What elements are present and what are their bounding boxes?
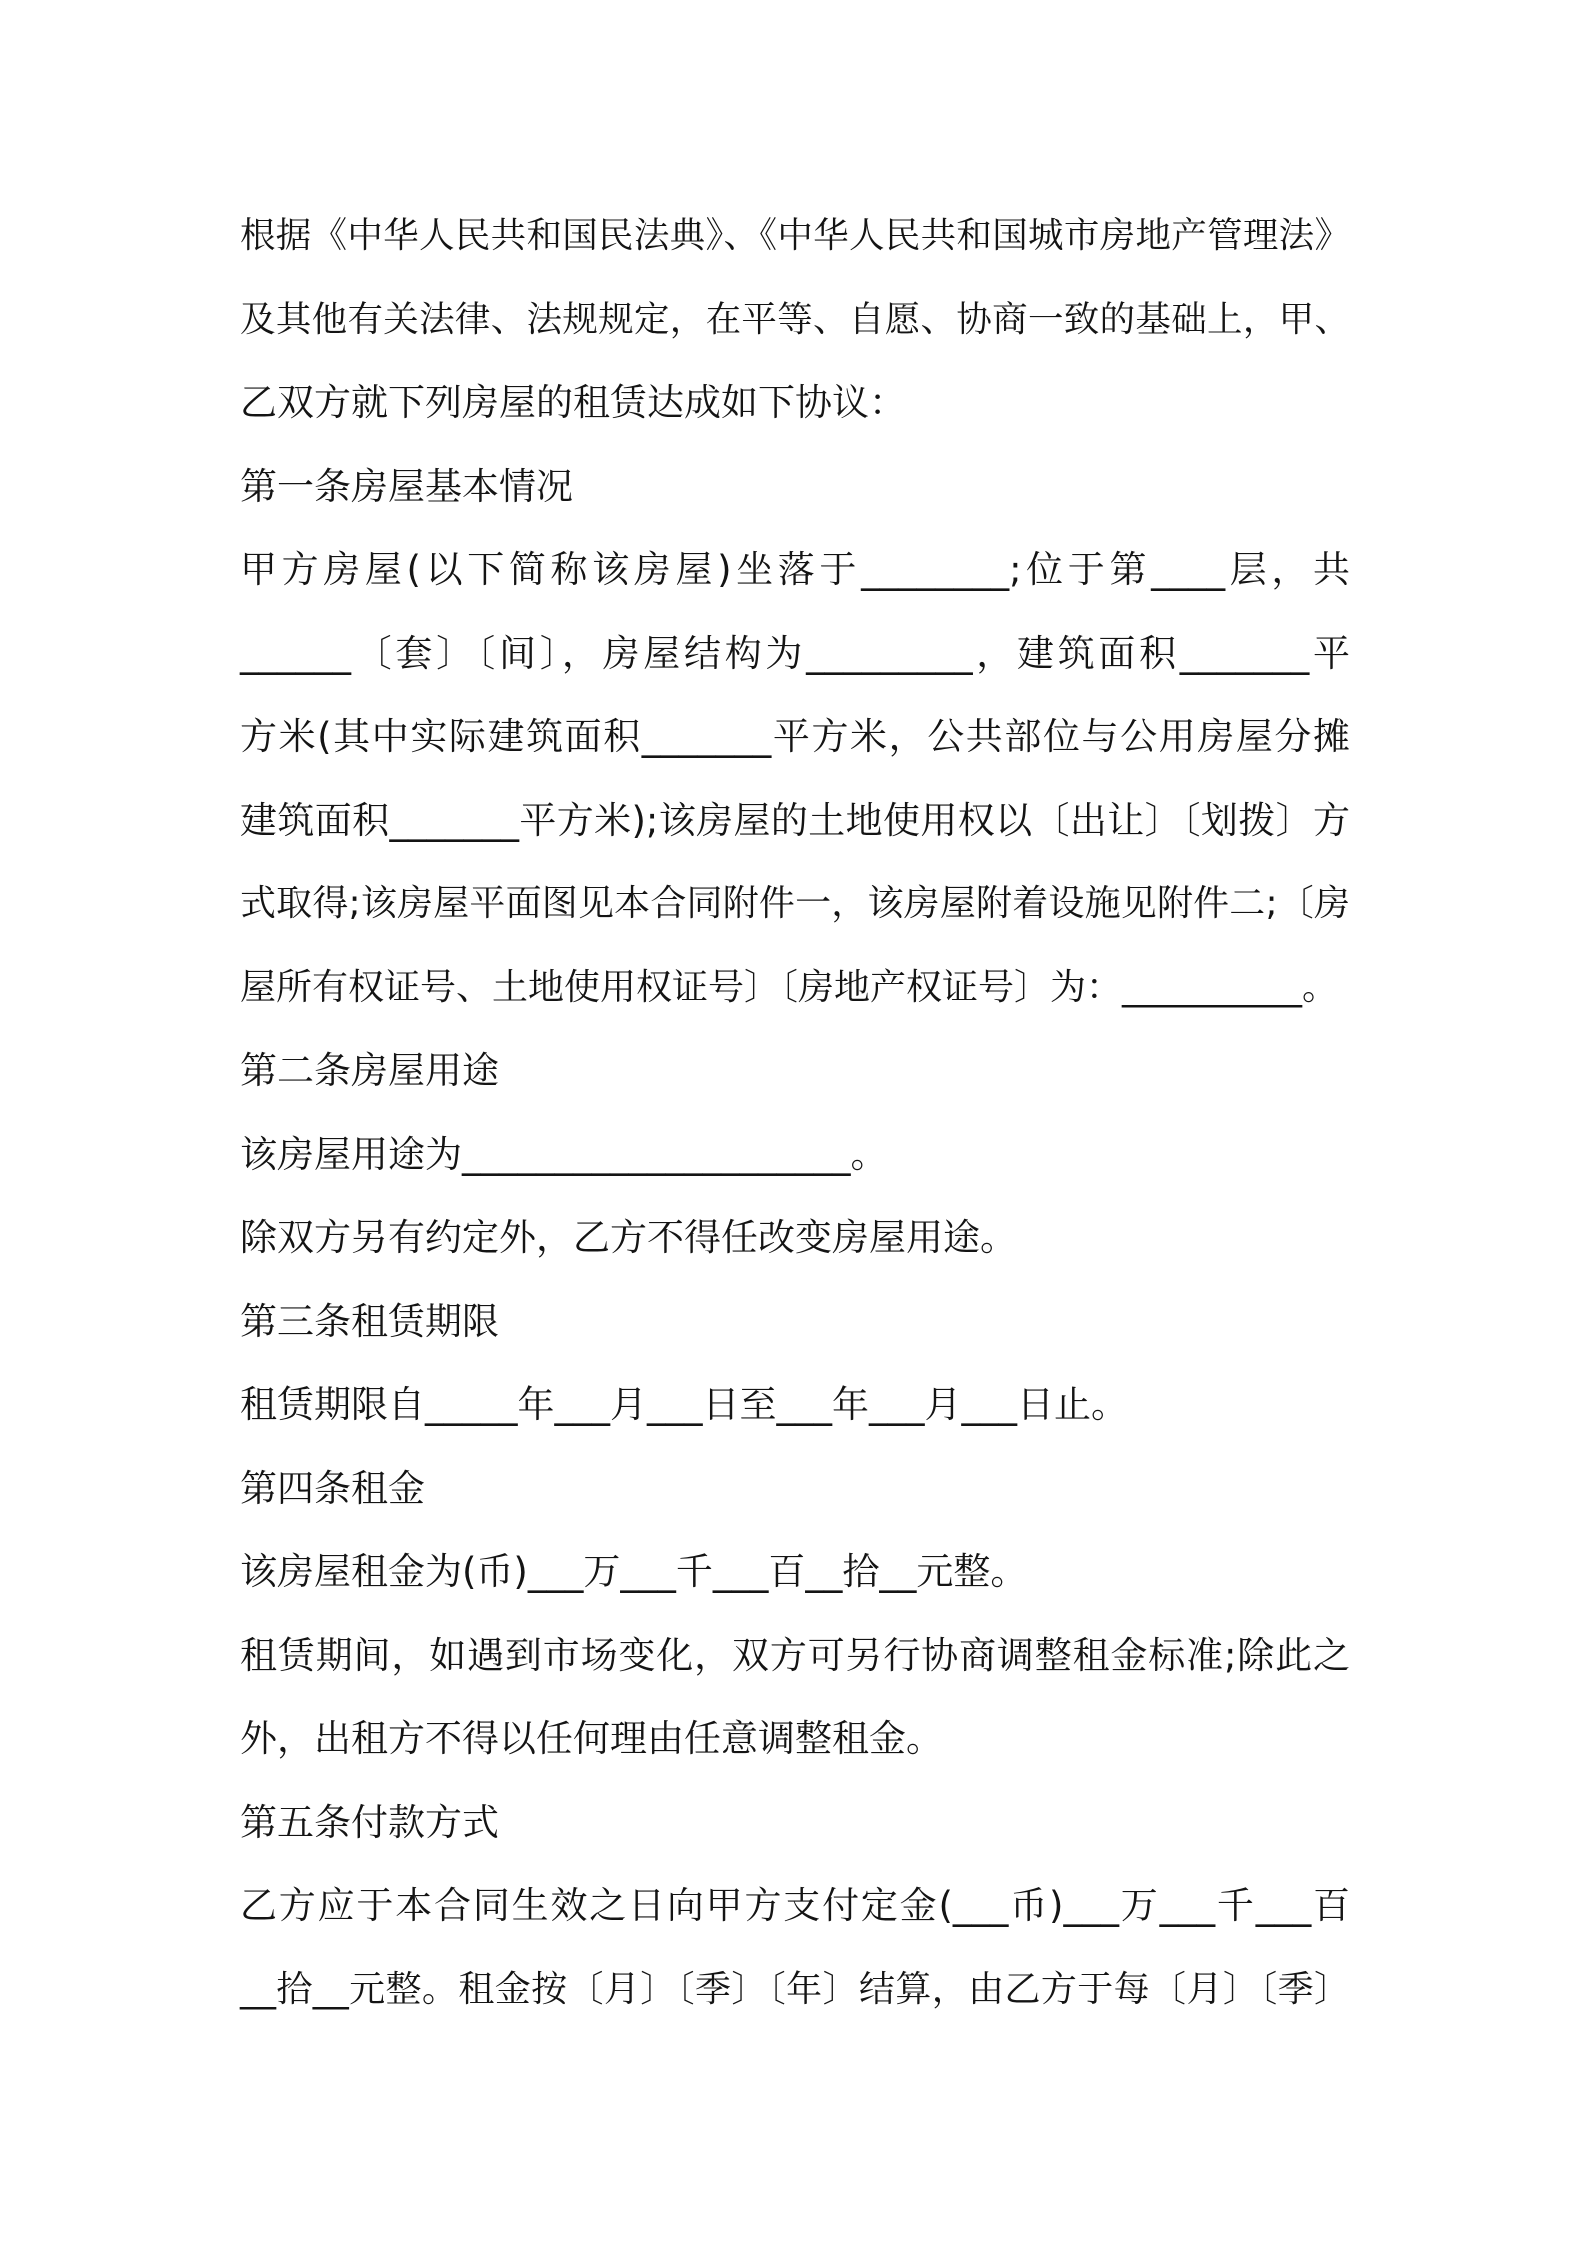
article-5-text-line-2: __拾__元整。租金按〔月〕〔季〕〔年〕结算，由乙方于每〔月〕〔季〕 — [240, 1968, 1350, 2010]
article-1-text-line-3: 方米(其中实际建筑面积_______平方米，公共部位与公用房屋分摊 — [240, 715, 1350, 758]
article-1-text-line-6: 屋所有权证号、土地使用权证号〕〔房地产权证号〕为：__________。 — [240, 966, 1339, 1008]
preamble-line-3: 乙双方就下列房屋的租赁达成如下协议： — [240, 381, 906, 424]
document-body — [240, 194, 1350, 2031]
article-3-heading: 第三条租赁期限 — [240, 1299, 499, 1343]
article-2-heading: 第二条房屋用途 — [240, 1049, 499, 1092]
article-5-text-line-1: 乙方应于本合同生效之日向甲方支付定金(___币)___万___千___百 — [240, 1884, 1350, 1927]
article-2-text-line-2: 除双方另有约定外，乙方不得任改变房屋用途。 — [240, 1216, 1017, 1259]
article-4-text-line-1: 该房屋租金为(币)___万___千___百__拾__元整。 — [240, 1550, 1028, 1593]
preamble-line-2: 及其他有关法律、法规规定，在平等、自愿、协商一致的基础上，甲、 — [240, 298, 1350, 340]
article-1-text-line-1: 甲方房屋(以下简称该房屋)坐落于________;位于第____层，共 — [240, 548, 1350, 591]
preamble-line-1: 根据《中华人民共和国民法典》、《中华人民共和国城市房地产管理法》 — [240, 215, 1350, 256]
article-5-heading: 第五条付款方式 — [240, 1800, 499, 1844]
article-1-text-line-2: ______〔套〕〔间〕，房屋结构为_________，建筑面积_______平 — [240, 631, 1350, 675]
article-4-heading: 第四条租金 — [240, 1466, 425, 1510]
article-2-text-line-1: 该房屋用途为_____________________。 — [240, 1132, 888, 1176]
article-1-text-line-5: 式取得;该房屋平面图见本合同附件一，该房屋附着设施见附件二;〔房 — [240, 883, 1350, 924]
article-4-text-line-2: 租赁期间，如遇到市场变化，双方可另行协商调整租金标准;除此之 — [240, 1633, 1350, 1677]
article-4-text-line-3: 外，出租方不得以任何理由任意调整租金。 — [240, 1717, 943, 1760]
article-1-text-line-4: 建筑面积_______平方米);该房屋的土地使用权以〔出让〕〔划拨〕方 — [240, 798, 1350, 842]
article-3-text-line-1: 租赁期限自_____年___月___日至___年___月___日止。 — [240, 1383, 1128, 1426]
article-1-heading: 第一条房屋基本情况 — [240, 464, 573, 508]
